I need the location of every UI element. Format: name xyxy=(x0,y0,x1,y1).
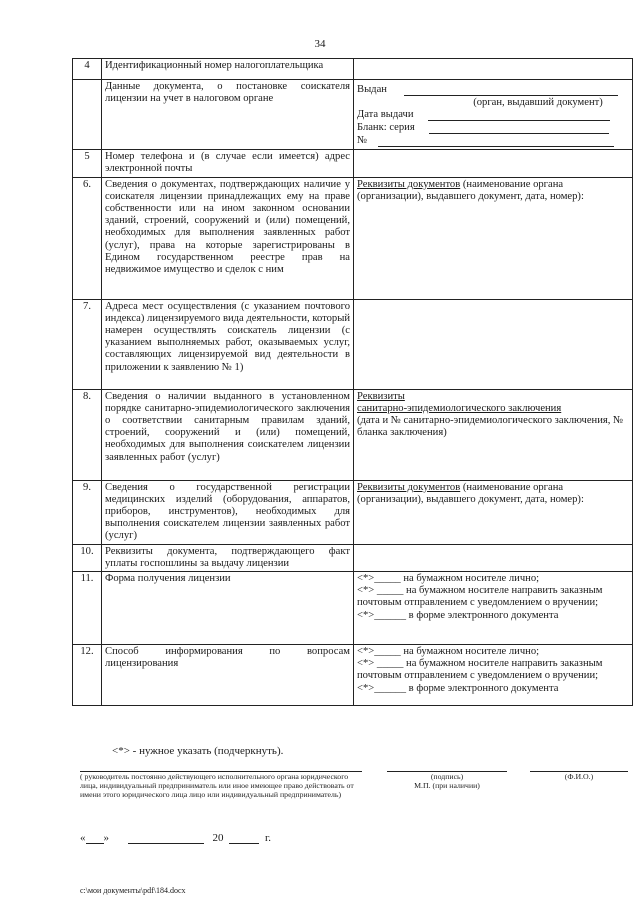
row-value-cell[interactable] xyxy=(354,150,633,177)
issued-by-field[interactable] xyxy=(404,85,618,96)
row-description: Сведения о документах, подтверждающих наличие у соискателя лицензии принадлежащих ему на праве собственности или на ином законном основании зданий, строений, сооружений и (или) помещений, необходимых для выполнения заявленных работ (услуг), права на которые зарегистрированы в Едином государственном реестре прав на недвижимое имущество и сделок с ним xyxy=(102,177,354,299)
requisites-label: Реквизиты документов xyxy=(357,178,461,190)
license-form-options xyxy=(354,572,633,645)
row-value-cell[interactable] xyxy=(354,480,633,544)
row-number: 12. xyxy=(73,645,102,706)
row-number: 5 xyxy=(73,150,102,177)
row-number: 8. xyxy=(73,389,102,480)
file-path-footer: c:\мои документы\pdf\184.docx xyxy=(80,886,186,895)
year-suffix: г. xyxy=(265,832,272,844)
row-value-cell[interactable] xyxy=(354,59,633,80)
row-number: 7. xyxy=(73,299,102,389)
row-description: Номер телефона и (в случае если имеется) адрес электронной почты xyxy=(102,150,354,177)
row-description: Реквизиты документа, подтверждающего факт уплаты госпошлины за выдачу лицензии xyxy=(102,544,354,571)
issue-date-field[interactable] xyxy=(428,110,610,121)
table-row xyxy=(73,150,633,177)
row-number: 4 xyxy=(73,59,102,80)
table-row xyxy=(73,59,633,80)
century-text: 20 xyxy=(212,832,224,844)
requisites-hint: (дата и № санитарно-эпидемиологического заключения, № бланка заключения) xyxy=(357,415,624,439)
table-row xyxy=(73,177,633,299)
row-description: Данные документа, о постановке соискателя лицензии на учет в налоговом органе xyxy=(102,80,354,150)
page-number: 34 xyxy=(314,38,326,50)
signature-caption: (подпись) xyxy=(430,772,464,781)
issue-date-label: Дата выдачи xyxy=(357,109,414,121)
table-row xyxy=(73,299,633,389)
row-description: Сведения о государственной регистрации медицинских изделий (оборудования, аппаратов, приборов, инструментов), необходимых для выполнения соискателем лицензии заявленных работ (услуг) xyxy=(102,480,354,544)
issued-label: Выдан xyxy=(357,84,387,95)
sanitary-conclusion-label: санитарно-эпидемиологического заключения xyxy=(357,402,562,414)
row-number: 6. xyxy=(73,177,102,299)
tax-document-details xyxy=(354,80,633,150)
year-field[interactable] xyxy=(229,834,259,844)
row-value-cell[interactable] xyxy=(354,544,633,571)
issuer-caption: (орган, выдавший документ) xyxy=(473,97,603,108)
requisites-label: Реквизиты документов xyxy=(357,481,461,493)
requisites-hint: (наименование органа (организации), выдавшего документ, дата, номер): xyxy=(357,178,584,202)
row-number: 10. xyxy=(73,544,102,571)
notification-method-options xyxy=(354,645,633,706)
row-number: 9. xyxy=(73,480,102,544)
table-row xyxy=(73,389,633,480)
stamp-caption: М.П. (при наличии) xyxy=(414,781,480,790)
row-description: Идентификационный номер налогоплательщика xyxy=(102,59,354,80)
close-quote: » xyxy=(103,832,109,844)
open-quote: « xyxy=(80,832,86,844)
option-paper-personally[interactable]: <*>_____ на бумажном носителе лично; xyxy=(357,573,540,585)
table-row xyxy=(73,480,633,544)
footnote: <*> - нужное указать (подчеркнуть). xyxy=(112,745,284,757)
table-row xyxy=(73,645,633,706)
row-description: Способ информирования по вопросам лицензирования xyxy=(102,645,354,706)
option-paper-by-mail[interactable]: <*> _____ на бумажном носителе направить заказным почтовым отправлением с уведомлением о вручении; xyxy=(357,585,603,609)
row-description: Адреса мест осуществления (с указанием почтового индекса) лицензируемого вида деятельности, который намерен осуществлять соискатель лицензии (с указанием выполняемых работ, оказываемых услуг, составляющих лицензируемой вид деятельности в приложении к заявлению № 1) xyxy=(102,299,354,389)
row-description: Форма получения лицензии xyxy=(102,572,354,645)
row-value-cell[interactable] xyxy=(354,389,633,480)
row-number xyxy=(73,80,102,150)
table-row xyxy=(73,544,633,571)
option-paper-personally[interactable]: <*>_____ на бумажном носителе лично; xyxy=(357,646,540,658)
requisites-hint: (наименование органа (организации), выдавшего документ, дата, номер): xyxy=(357,481,584,505)
row-description: Сведения о наличии выданного в установленном порядке санитарно-эпидемиологического заключения о соответствии санитарным правилам зданий, строений, сооружений и (или) помещений, необходимых для выполнения соискателем лицензии заявленных работ (услуг) xyxy=(102,389,354,480)
date-row xyxy=(80,832,271,844)
option-paper-by-mail[interactable]: <*> _____ на бумажном носителе направить заказным почтовым отправлением с уведомлением о вручении; xyxy=(357,658,603,682)
number-field[interactable] xyxy=(378,136,614,147)
blank-series-label: Бланк: серия xyxy=(357,122,415,134)
month-field[interactable] xyxy=(128,834,204,844)
application-form-table xyxy=(72,58,633,706)
row-value-cell[interactable] xyxy=(354,299,633,389)
blank-series-field[interactable] xyxy=(429,123,609,134)
head-caption: ( руководитель постоянно действующего исполнительного органа юридического лица, индивидуальный предприниматель или иное имеющее право действовать от имени этого юридического лица лицо или индивидуальный предприниматель) xyxy=(80,772,354,799)
row-number: 11. xyxy=(73,572,102,645)
day-field[interactable] xyxy=(86,834,104,844)
option-electronic[interactable]: <*>______ в форме электронного документа xyxy=(357,609,559,621)
table-row xyxy=(73,80,633,150)
requisites-label: Реквизиты xyxy=(357,390,405,402)
row-value-cell[interactable] xyxy=(354,177,633,299)
number-label: № xyxy=(357,135,368,147)
full-name-caption: (Ф.И.О.) xyxy=(564,772,594,781)
option-electronic[interactable]: <*>______ в форме электронного документа xyxy=(357,682,559,694)
table-row xyxy=(73,572,633,645)
